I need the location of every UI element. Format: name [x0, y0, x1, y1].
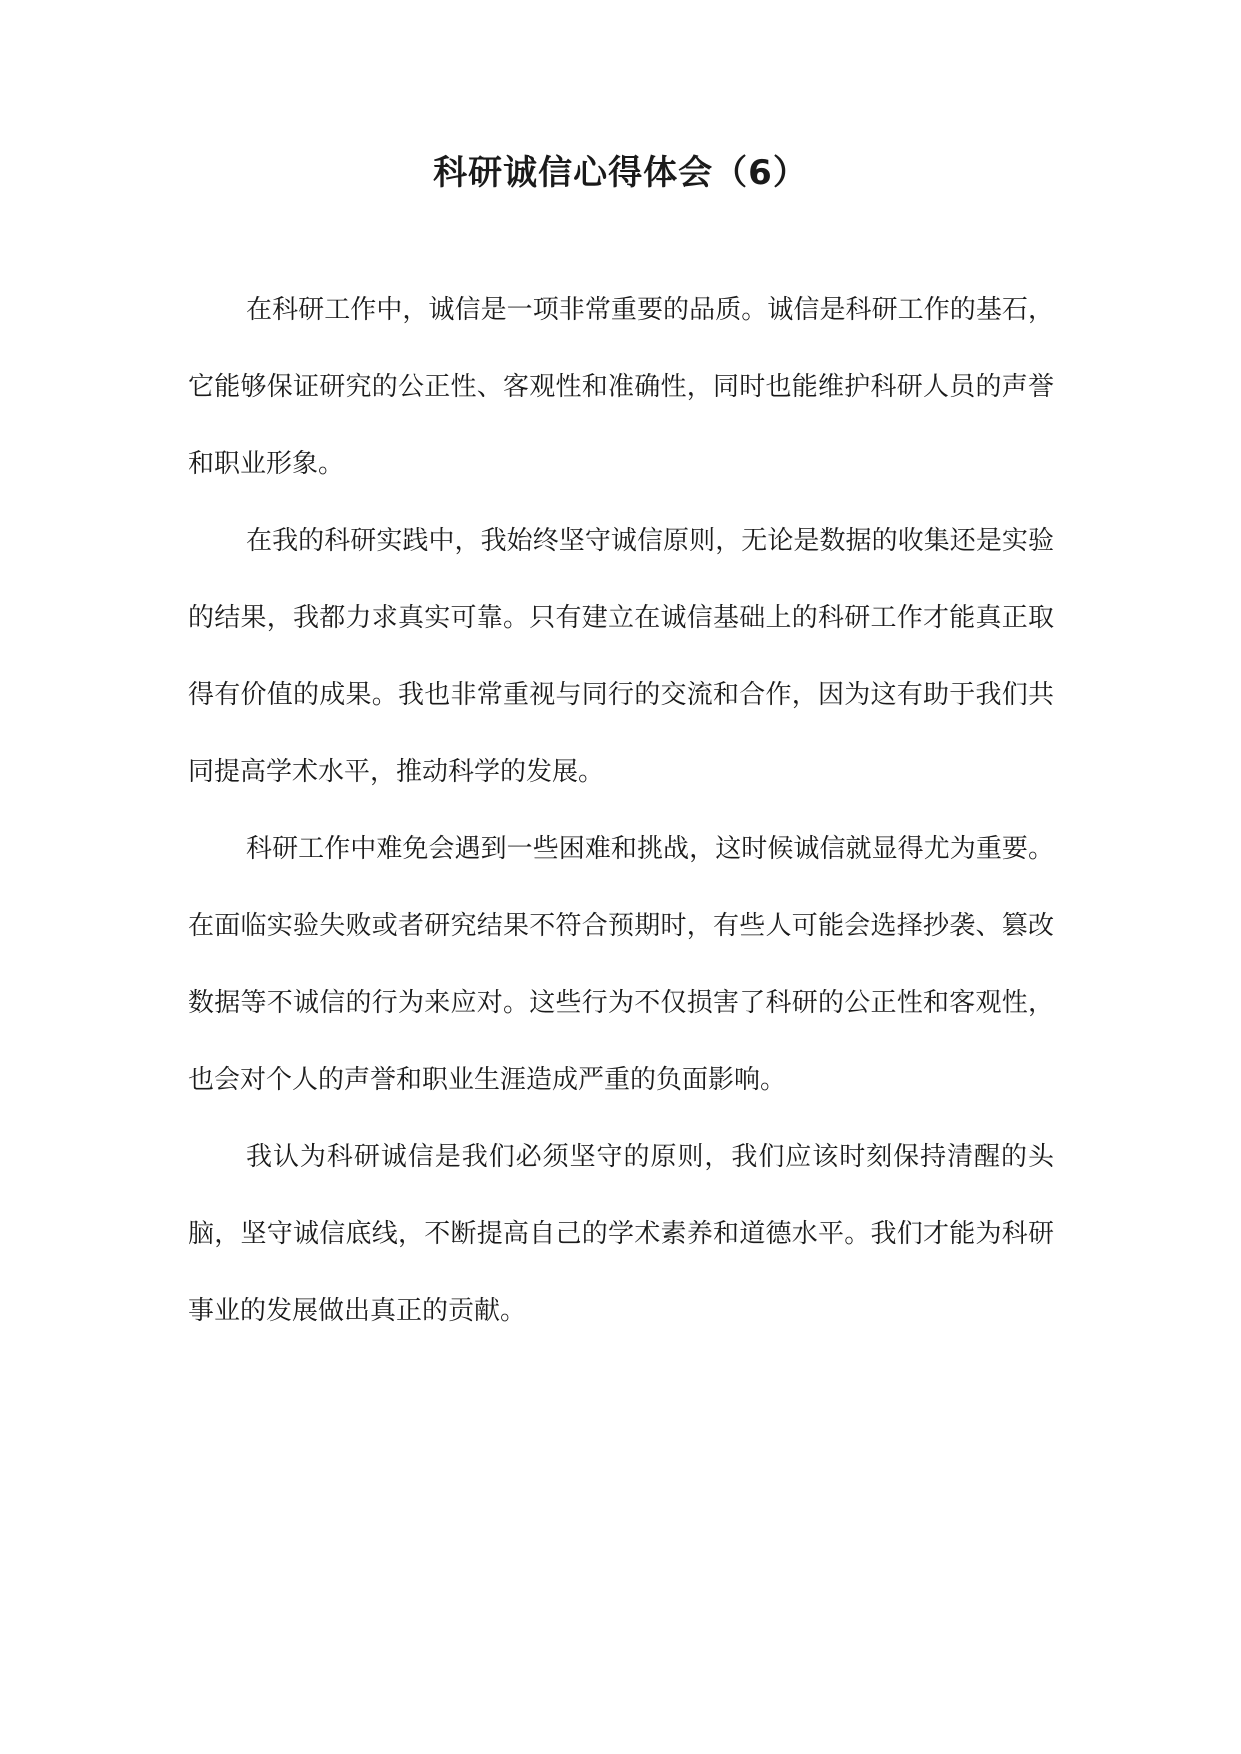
- document-body: [188, 272, 1054, 1350]
- paragraph-2: 在我的科研实践中，我始终坚守诚信原则，无论是数据的收集还是实验的结果，我都力求真实可靠。只有建立在诚信基础上的科研工作才能真正取得有价值的成果。我也非常重视与同行的交流和合作，因为这有助于我们共同提高学术水平，推动科学的发展。: [188, 526, 1054, 787]
- document-title: 科研诚信心得体会（6）: [433, 153, 808, 193]
- paragraph-4: 我认为科研诚信是我们必须坚守的原则，我们应该时刻保持清醒的头脑，坚守诚信底线，不断提高自己的学术素养和道德水平。我们才能为科研事业的发展做出真正的贡献。: [188, 1142, 1054, 1326]
- paragraph-1: 在科研工作中，诚信是一项非常重要的品质。诚信是科研工作的基石，它能够保证研究的公正性、客观性和准确性，同时也能维护科研人员的声誉和职业形象。: [188, 295, 1054, 479]
- paragraph-3: 科研工作中难免会遇到一些困难和挑战，这时候诚信就显得尤为重要。在面临实验失败或者研究结果不符合预期时，有些人可能会选择抄袭、篡改数据等不诚信的行为来应对。这些行为不仅损害了科研的公正性和客观性，也会对个人的声誉和职业生涯造成严重的负面影响。: [188, 834, 1054, 1095]
